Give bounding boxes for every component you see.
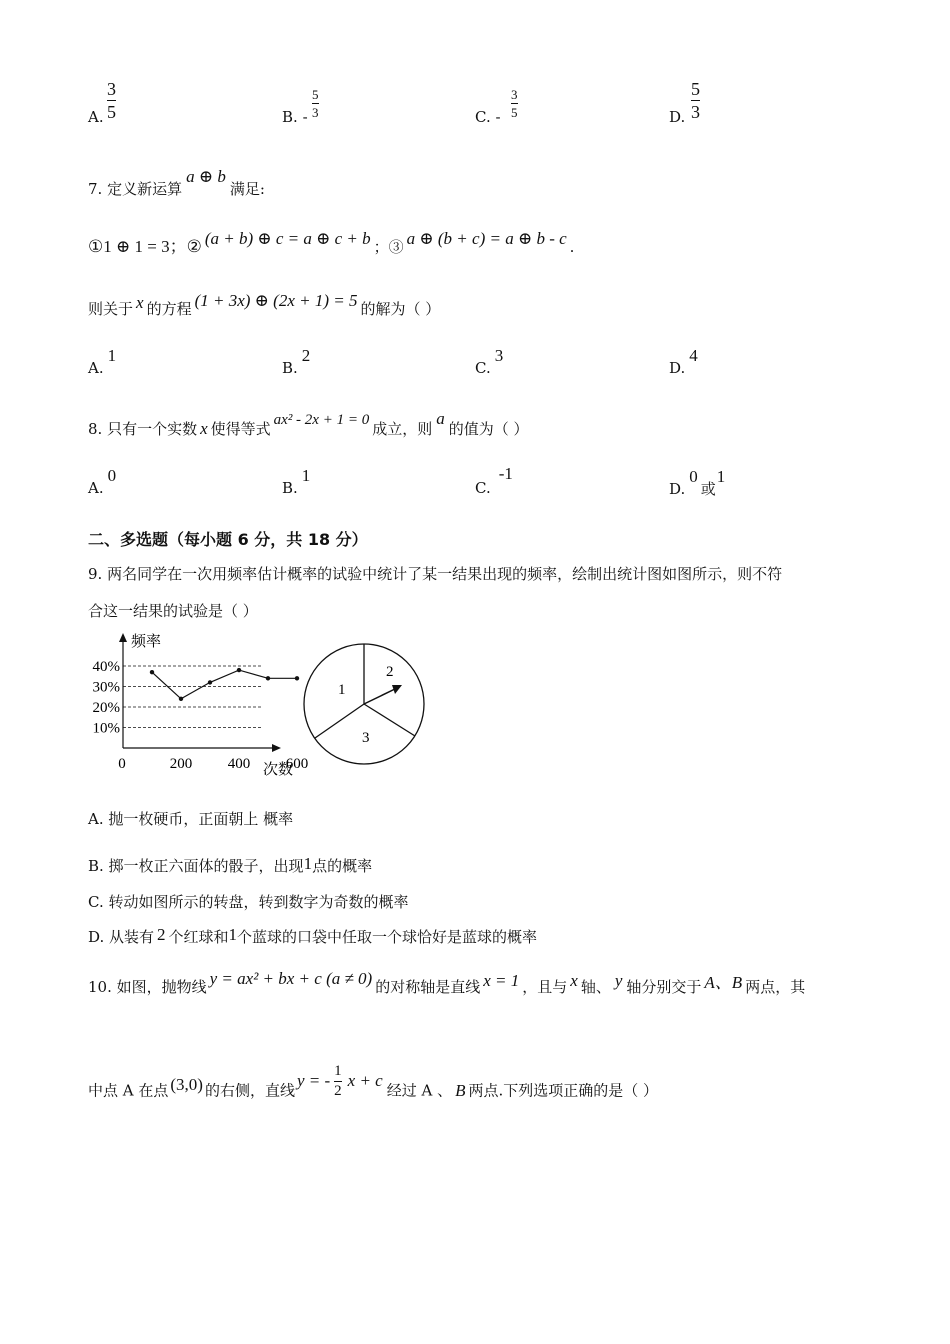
q9-option-c[interactable]: C. 转动如图所示的转盘，转到数字为奇数的概率: [88, 893, 409, 911]
q8-option-b[interactable]: [282, 466, 311, 498]
q10-prefix: 10. 如图，抛物线: [88, 978, 207, 996]
q10-mid: 的对称轴是直线: [375, 978, 481, 996]
option-mid: 个红球和: [168, 928, 229, 946]
q7-option-c[interactable]: [475, 346, 504, 378]
q10-mid4: 轴分别交于: [626, 978, 702, 996]
option-label: A.: [88, 479, 104, 497]
q9-option-a[interactable]: A. 抛一枚硬币，正面朝上 概率: [88, 810, 294, 828]
q10-line2-mid: 的右侧，直线: [204, 1081, 295, 1100]
series-line: [152, 670, 297, 699]
y-tick-label: 30%: [92, 679, 120, 696]
q8-var: x: [200, 419, 208, 438]
q6-option-d-fraction: [691, 80, 700, 121]
q6-option-c[interactable]: [475, 108, 501, 126]
option-label: B.: [282, 108, 298, 126]
spinner-arrow-head-icon: [392, 685, 402, 694]
q8-option-d[interactable]: [669, 467, 726, 499]
option-label: B.: [282, 359, 298, 377]
q10-mid2: ，且与: [522, 978, 568, 996]
q8-stem-suffix: 的值为（ ）: [448, 420, 529, 438]
spinner-diagram: [302, 640, 426, 768]
q10-var-y: y: [614, 971, 623, 990]
q10-line2-prefix: 中点 A 在点: [88, 1081, 169, 1100]
y-tick-label: 40%: [92, 659, 120, 675]
minus-sign: -: [495, 108, 501, 126]
numerator: 1: [334, 1063, 342, 1079]
section-heading: 二、多选题（每小题 6 分，共 18 分）: [88, 530, 368, 549]
q7-question-prefix: 则关于: [88, 300, 134, 318]
x-tick-label: 400: [227, 756, 251, 772]
spinner-label-1: 1: [338, 682, 346, 698]
q7-question-suffix: 的解为（ ）: [360, 300, 441, 318]
q7-stem-suffix: 满足:: [229, 180, 265, 198]
q7-option-b[interactable]: [282, 346, 311, 378]
minus-sign: -: [302, 108, 308, 126]
q8-stem-mid: 使得等式: [210, 420, 271, 438]
spinner-label-2: 2: [386, 664, 394, 680]
q6-option-a-fraction: [107, 80, 116, 121]
spinner-divider-right: [364, 704, 415, 736]
q10-suffix: 两点，其: [745, 978, 806, 996]
option-label: D.: [669, 108, 686, 126]
q10-point: (3,0): [170, 1074, 203, 1094]
q7-question-var: x: [136, 293, 144, 312]
spinner-divider-left: [315, 704, 364, 738]
data-point: [237, 668, 241, 672]
q7-rule1: ①1 ⊕ 1 = 3；②: [88, 237, 202, 256]
option-value: 1: [107, 346, 117, 365]
q10-line1: [88, 969, 806, 997]
x-axis-arrow-icon: [272, 744, 281, 752]
q7-question: [88, 291, 441, 319]
option-value: 0: [107, 466, 117, 485]
frequency-chart: [85, 628, 309, 780]
q8-param: a: [436, 409, 445, 428]
y-axis-arrow-icon: [119, 633, 127, 642]
numerator: 3: [511, 87, 518, 102]
x-axis-title: 次数: [263, 762, 294, 778]
q6-option-b-fraction: [312, 88, 319, 119]
option-value: 2: [301, 346, 311, 365]
y-tick-label: 10%: [92, 720, 120, 737]
numerator: 5: [312, 87, 319, 102]
option-label: A.: [88, 359, 104, 377]
y-tick-label: 20%: [92, 700, 120, 716]
q9-option-b[interactable]: [88, 855, 372, 876]
q6-option-a[interactable]: [88, 108, 104, 126]
option-label: B.: [282, 479, 298, 497]
option-text: B. 掷一枚正六面体的骰子，出现: [88, 857, 304, 875]
y-axis-title: 频率: [131, 634, 162, 650]
q7-rule-end: .: [569, 238, 575, 256]
q7-question-mid: 的方程: [146, 300, 192, 318]
q10-line2-suffix: 两点.下列选项正确的是（ ）: [468, 1081, 659, 1100]
q7-rule3: a ⊕ (b + c) = a ⊕ b - c: [406, 229, 567, 248]
q7-option-a[interactable]: [88, 346, 117, 378]
denominator: 3: [312, 105, 319, 120]
option-label: A.: [88, 108, 104, 126]
q7-stem: [88, 167, 265, 199]
x-tick-label: 200: [169, 756, 193, 772]
option-label: D.: [669, 359, 686, 377]
q10-line2: [88, 1063, 659, 1109]
denominator: 2: [334, 1083, 342, 1099]
data-point: [295, 676, 299, 680]
q7-option-d[interactable]: [669, 346, 698, 378]
q6-option-d[interactable]: [669, 108, 685, 126]
q7-stem-prefix: 7. 定义新运算: [88, 180, 183, 198]
denominator: 3: [691, 102, 700, 122]
q9-stem-line1: 9. 两名同学在一次用频率估计概率的试验中统计了某一结果出现的频率，绘制出统计图如图所示，则不符: [88, 565, 783, 583]
option-value: 1: [301, 466, 311, 485]
option-value: 4: [689, 346, 698, 365]
data-point: [179, 697, 183, 701]
data-point: [266, 676, 270, 680]
q7-rule-sep: ；③: [373, 238, 404, 256]
spinner-pointer: [364, 688, 397, 704]
x-tick-label: 0: [118, 756, 126, 772]
spinner-label-3: 3: [362, 730, 370, 746]
q10-var-x: x: [570, 971, 578, 990]
option-num: 1: [303, 854, 313, 873]
option-value: 0: [689, 467, 698, 486]
q8-option-a[interactable]: [88, 466, 117, 498]
option-label: C.: [475, 108, 491, 126]
q8-stem-mid2: 成立，则: [372, 420, 433, 438]
option-num1: 2: [157, 925, 166, 944]
q8-option-c[interactable]: [475, 464, 513, 498]
x-tick-label: 600: [285, 756, 309, 772]
option-label: D.: [669, 480, 686, 498]
q10-line-lhs: y = -: [296, 1070, 331, 1090]
option-or: 或: [700, 480, 716, 498]
option-suffix: 个蓝球的口袋中任取一个球恰好是蓝球的概率: [237, 928, 538, 946]
option-value: -1: [498, 464, 513, 483]
q10-line-rhs: x + c: [347, 1070, 383, 1090]
option-label: C.: [475, 479, 491, 497]
q10-mid3: 轴、: [580, 978, 611, 996]
q10-line-fraction: [334, 1064, 342, 1099]
q7-rule2: (a + b) ⊕ c = a ⊕ c + b: [204, 229, 371, 248]
q8-equation: ax² - 2x + 1 = 0: [273, 412, 370, 428]
q10-line2-mid2: 经过 A 、: [386, 1081, 453, 1100]
option-value2: 1: [716, 467, 726, 486]
q6-option-b[interactable]: [282, 108, 308, 126]
option-suffix: 点的概率: [312, 857, 373, 875]
q9-option-d[interactable]: [88, 926, 537, 947]
denominator: 5: [511, 105, 518, 120]
q7-rules: [88, 229, 575, 257]
q8-stem-prefix: 8. 只有一个实数: [88, 420, 198, 438]
q6-option-c-fraction: [511, 88, 518, 119]
q10-points: A、B: [704, 973, 743, 992]
denominator: 5: [107, 102, 116, 122]
data-point: [208, 680, 212, 684]
q10-var-b: B: [455, 1080, 466, 1100]
q9-stem-line2: 合这一结果的试验是（ ）: [88, 602, 258, 620]
q7-equation: (1 + 3x) ⊕ (2x + 1) = 5: [194, 291, 358, 310]
option-value: 3: [494, 346, 504, 365]
data-point: [150, 670, 154, 674]
q8-stem: [88, 409, 529, 439]
option-text: D. 从装有: [88, 928, 155, 946]
q10-axis: x = 1: [483, 971, 520, 990]
q10-parabola: y = ax² + bx + c (a ≠ 0): [209, 969, 373, 988]
q7-operator: a ⊕ b: [186, 167, 226, 186]
option-label: C.: [475, 359, 491, 377]
numerator: 3: [107, 79, 116, 99]
numerator: 5: [691, 79, 700, 99]
option-num2: 1: [228, 925, 238, 944]
